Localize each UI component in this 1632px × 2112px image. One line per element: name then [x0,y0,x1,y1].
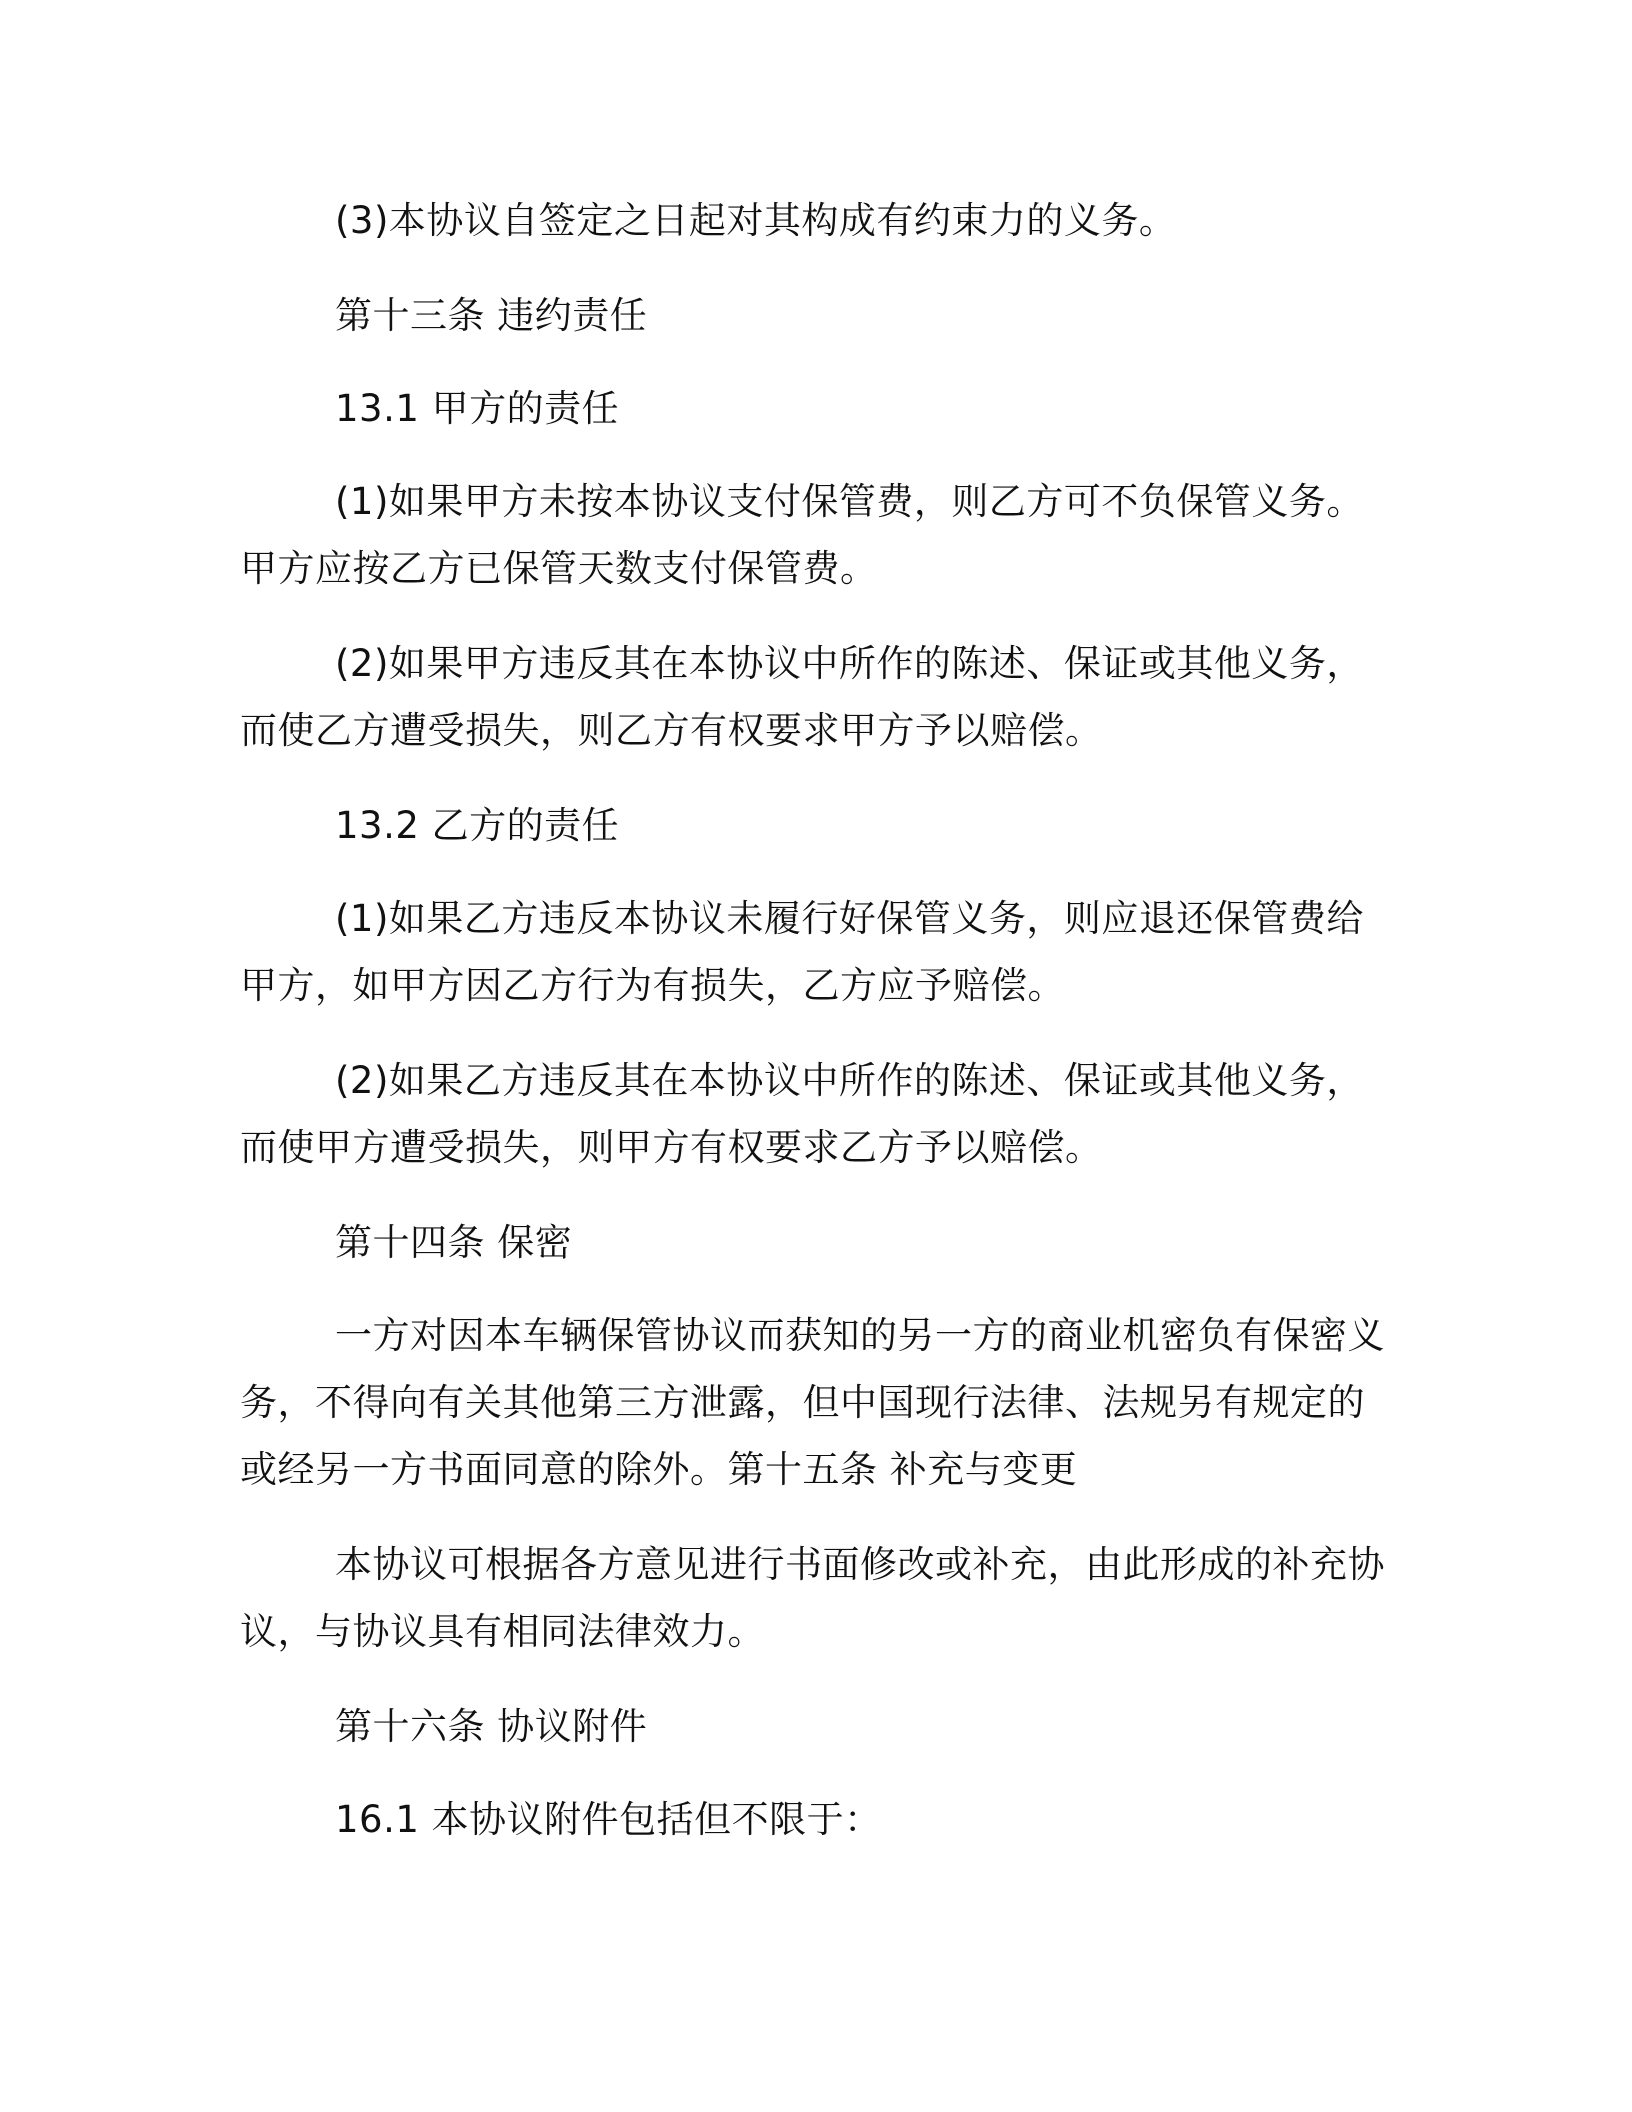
section-heading: 16.1 本协议附件包括但不限于： [335,1798,882,1841]
clause-paragraph: (3)本协议自签定之日起对其构成有约束力的义务。 [335,199,1177,242]
clause-paragraph: 本协议可根据各方意见进行书面修改或补充，由此形成的补充协议，与协议具有相同法律效力。 [240,1543,1385,1653]
section-heading: 13.1 甲方的责任 [335,387,620,430]
article-heading: 第十六条 协议附件 [335,1705,648,1748]
clause-paragraph: (2)如果乙方违反其在本协议中所作的陈述、保证或其他义务，而使甲方遭受损失，则甲方有权要求乙方予以赔偿。 [240,1059,1364,1169]
section-heading: 13.2 乙方的责任 [335,804,620,847]
clause-paragraph: (2)如果甲方违反其在本协议中所作的陈述、保证或其他义务，而使乙方遭受损失，则乙方有权要求甲方予以赔偿。 [240,642,1364,752]
clause-paragraph: 一方对因本车辆保管协议而获知的另一方的商业机密负有保密义务，不得向有关其他第三方泄露，但中国现行法律、法规另有规定的或经另一方书面同意的除外。第十五条 补充与变更 [240,1314,1385,1491]
article-heading: 第十三条 违约责任 [335,294,648,337]
clause-paragraph: (1)如果甲方未按本协议支付保管费，则乙方可不负保管义务。甲方应按乙方已保管天数支付保管费。 [240,480,1364,590]
article-heading: 第十四条 保密 [335,1221,573,1264]
clause-paragraph: (1)如果乙方违反本协议未履行好保管义务，则应退还保管费给甲方，如甲方因乙方行为有损失，乙方应予赔偿。 [240,897,1364,1007]
document-body [240,187,1385,1881]
